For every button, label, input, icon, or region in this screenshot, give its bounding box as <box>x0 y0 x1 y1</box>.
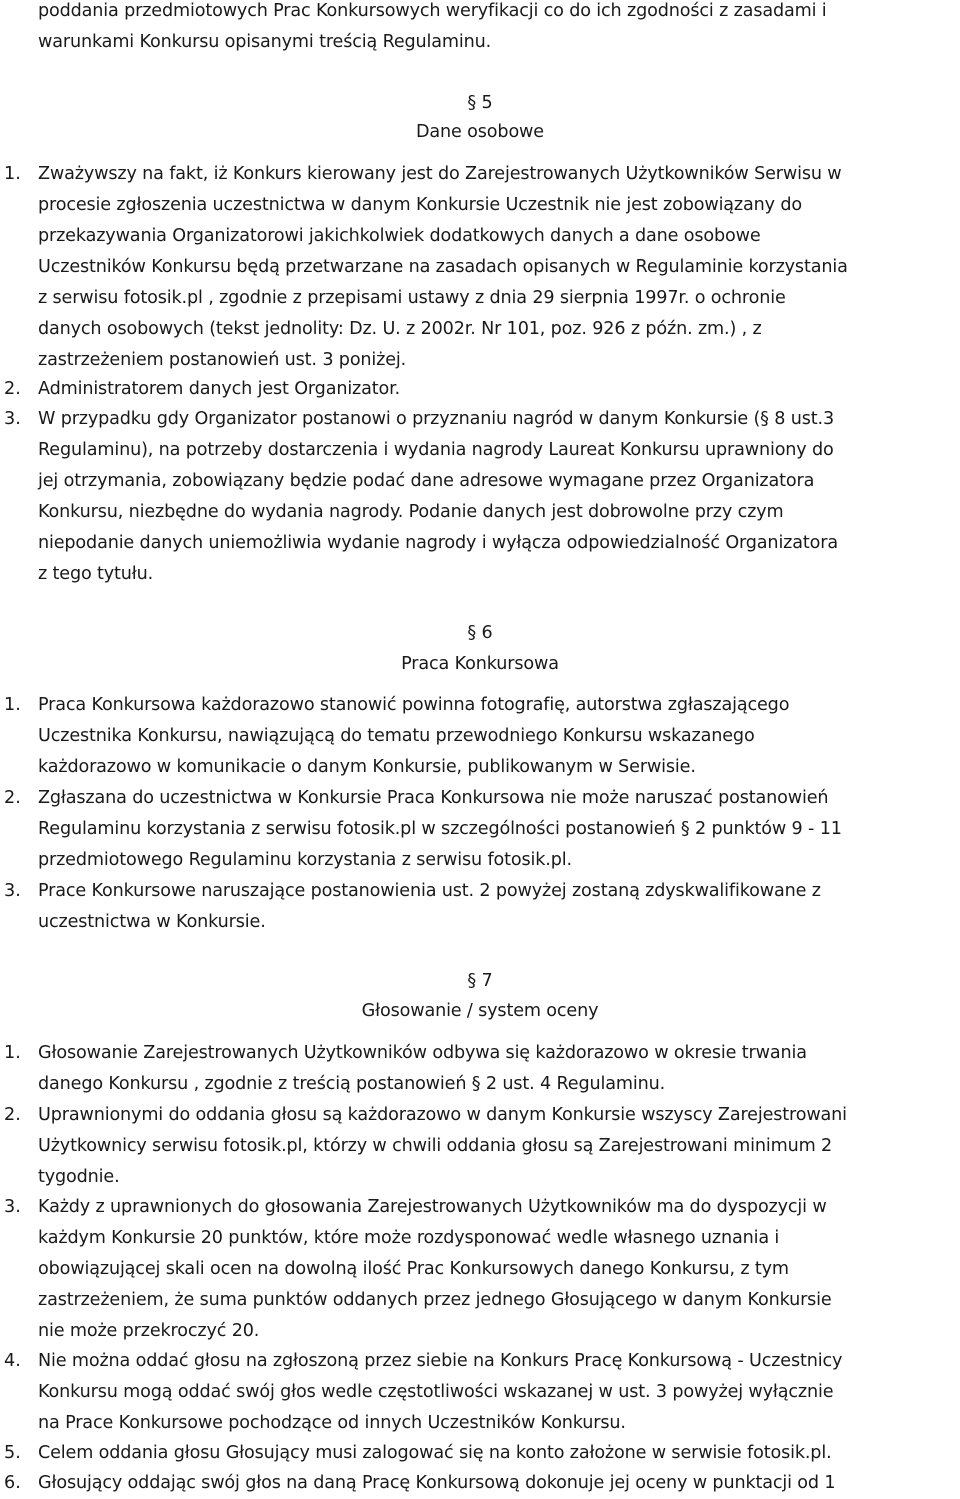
list-item-line: Uczestników Konkursu będą przetwarzane na zasadach opisanych w Regulaminie korzystania <box>38 257 848 277</box>
list-item-line: Administratorem danych jest Organizator. <box>38 379 401 399</box>
section-6-title: Praca Konkursowa <box>401 654 559 674</box>
list-item-line: nie może przekroczyć 20. <box>38 1321 260 1341</box>
list-item-number: 1. <box>4 1043 21 1063</box>
list-item-line: Głosujący oddając swój głos na daną Pracę Konkursową dokonuje jej oceny w punktacji od 1 <box>38 1473 836 1493</box>
list-item-line: z serwisu fotosik.pl , zgodnie z przepisami ustawy z dnia 29 sierpnia 1997r. o ochronie <box>38 288 786 308</box>
section-5-title: Dane osobowe <box>416 122 544 142</box>
list-item-line: Regulaminu), na potrzeby dostarczenia i wydania nagrody Laureat Konkursu uprawniony do <box>38 440 834 460</box>
list-item-line: Uprawnionymi do oddania głosu są każdorazowo w danym Konkursie wszyscy Zarejestrowani <box>38 1105 847 1125</box>
list-item-line: Nie można oddać głosu na zgłoszoną przez siebie na Konkurs Pracę Konkursową - Uczestnicy <box>38 1351 843 1371</box>
list-item-line: procesie zgłoszenia uczestnictwa w danym Konkursie Uczestnik nie jest zobowiązany do <box>38 195 802 215</box>
list-item-line: niepodanie danych uniemożliwia wydanie nagrody i wyłącza odpowiedzialność Organizatora <box>38 533 838 553</box>
list-item-number: 2. <box>4 379 21 399</box>
list-item-line: Głosowanie Zarejestrowanych Użytkowników odbywa się każdorazowo w okresie trwania <box>38 1043 807 1063</box>
list-item-line: danego Konkursu , zgodnie z treścią postanowień § 2 ust. 4 Regulaminu. <box>38 1074 666 1094</box>
section-6-number: § 6 <box>467 623 493 643</box>
list-item-number: 2. <box>4 1105 21 1125</box>
list-item-line: Użytkownicy serwisu fotosik.pl, którzy w chwili oddania głosu są Zarejestrowani minimum 2 <box>38 1136 833 1156</box>
list-item-line: Prace Konkursowe naruszające postanowienia ust. 2 powyżej zostaną zdyskwalifikowane z <box>38 881 821 901</box>
list-item-line: przekazywania Organizatorowi jakichkolwiek dodatkowych danych a dane osobowe <box>38 226 761 246</box>
list-item-line: Zważywszy na fakt, iż Konkurs kierowany jest do Zarejestrowanych Użytkowników Serwisu w <box>38 164 842 184</box>
list-item-number: 2. <box>4 788 21 808</box>
list-item-line: z tego tytułu. <box>38 564 154 584</box>
section-5-number: § 5 <box>467 93 493 113</box>
list-item-line: na Prace Konkursowe pochodzące od innych Uczestników Konkursu. <box>38 1413 626 1433</box>
list-item-line: uczestnictwa w Konkursie. <box>38 912 266 932</box>
list-item-line: każdym Konkursie 20 punktów, które może rozdysponować wedle własnego uznania i <box>38 1228 780 1248</box>
list-item-number: 1. <box>4 164 21 184</box>
list-item-number: 3. <box>4 881 21 901</box>
list-item-number: 4. <box>4 1351 21 1371</box>
list-item-line: obowiązującej skali ocen na dowolną ilość Prac Konkursowych danego Konkursu, z tym <box>38 1259 789 1279</box>
intro-line: warunkami Konkursu opisanymi treścią Regulaminu. <box>38 32 492 52</box>
list-item-line: przedmiotowego Regulaminu korzystania z serwisu fotosik.pl. <box>38 850 572 870</box>
list-item-line: Regulaminu korzystania z serwisu fotosik.pl w szczególności postanowień § 2 punktów 9 - 11 <box>38 819 842 839</box>
list-item-line: jej otrzymania, zobowiązany będzie podać dane adresowe wymagane przez Organizatora <box>38 471 815 491</box>
list-item-line: zastrzeżeniem postanowień ust. 3 poniżej. <box>38 350 407 370</box>
list-item-line: Konkursu mogą oddać swój głos wedle częstotliwości wskazanej w ust. 3 powyżej wyłącznie <box>38 1382 834 1402</box>
list-item-line: zastrzeżeniem, że suma punktów oddanych przez jednego Głosującego w danym Konkursie <box>38 1290 832 1310</box>
list-item-line: Celem oddania głosu Głosujący musi zalogować się na konto założone w serwisie fotosik.pl. <box>38 1443 832 1463</box>
section-7-title: Głosowanie / system oceny <box>361 1001 599 1021</box>
list-item-number: 5. <box>4 1443 21 1463</box>
list-item-line: tygodnie. <box>38 1167 120 1187</box>
list-item-line: Uczestnika Konkursu, nawiązującą do tematu przewodniego Konkursu wskazanego <box>38 726 755 746</box>
list-item-number: 6. <box>4 1473 21 1493</box>
list-item-number: 3. <box>4 1197 21 1217</box>
list-item-line: Każdy z uprawnionych do głosowania Zarejestrowanych Użytkowników ma do dyspozycji w <box>38 1197 827 1217</box>
list-item-line: W przypadku gdy Organizator postanowi o przyznaniu nagród w danym Konkursie (§ 8 ust.3 <box>38 409 834 429</box>
section-7-number: § 7 <box>467 971 493 991</box>
list-item-line: danych osobowych (tekst jednolity: Dz. U. z 2002r. Nr 101, poz. 926 z późn. zm.) , z <box>38 319 762 339</box>
list-item-line: Praca Konkursowa każdorazowo stanowić powinna fotografię, autorstwa zgłaszającego <box>38 695 790 715</box>
intro-line: poddania przedmiotowych Prac Konkursowych weryfikacji co do ich zgodności z zasadami i <box>38 1 827 21</box>
list-item-number: 3. <box>4 409 21 429</box>
list-item-line: Konkursu, niezbędne do wydania nagrody. Podanie danych jest dobrowolne przy czym <box>38 502 784 522</box>
list-item-number: 1. <box>4 695 21 715</box>
list-item-line: Zgłaszana do uczestnictwa w Konkursie Praca Konkursowa nie może naruszać postanowień <box>38 788 829 808</box>
list-item-line: każdorazowo w komunikacie o danym Konkursie, publikowanym w Serwisie. <box>38 757 696 777</box>
